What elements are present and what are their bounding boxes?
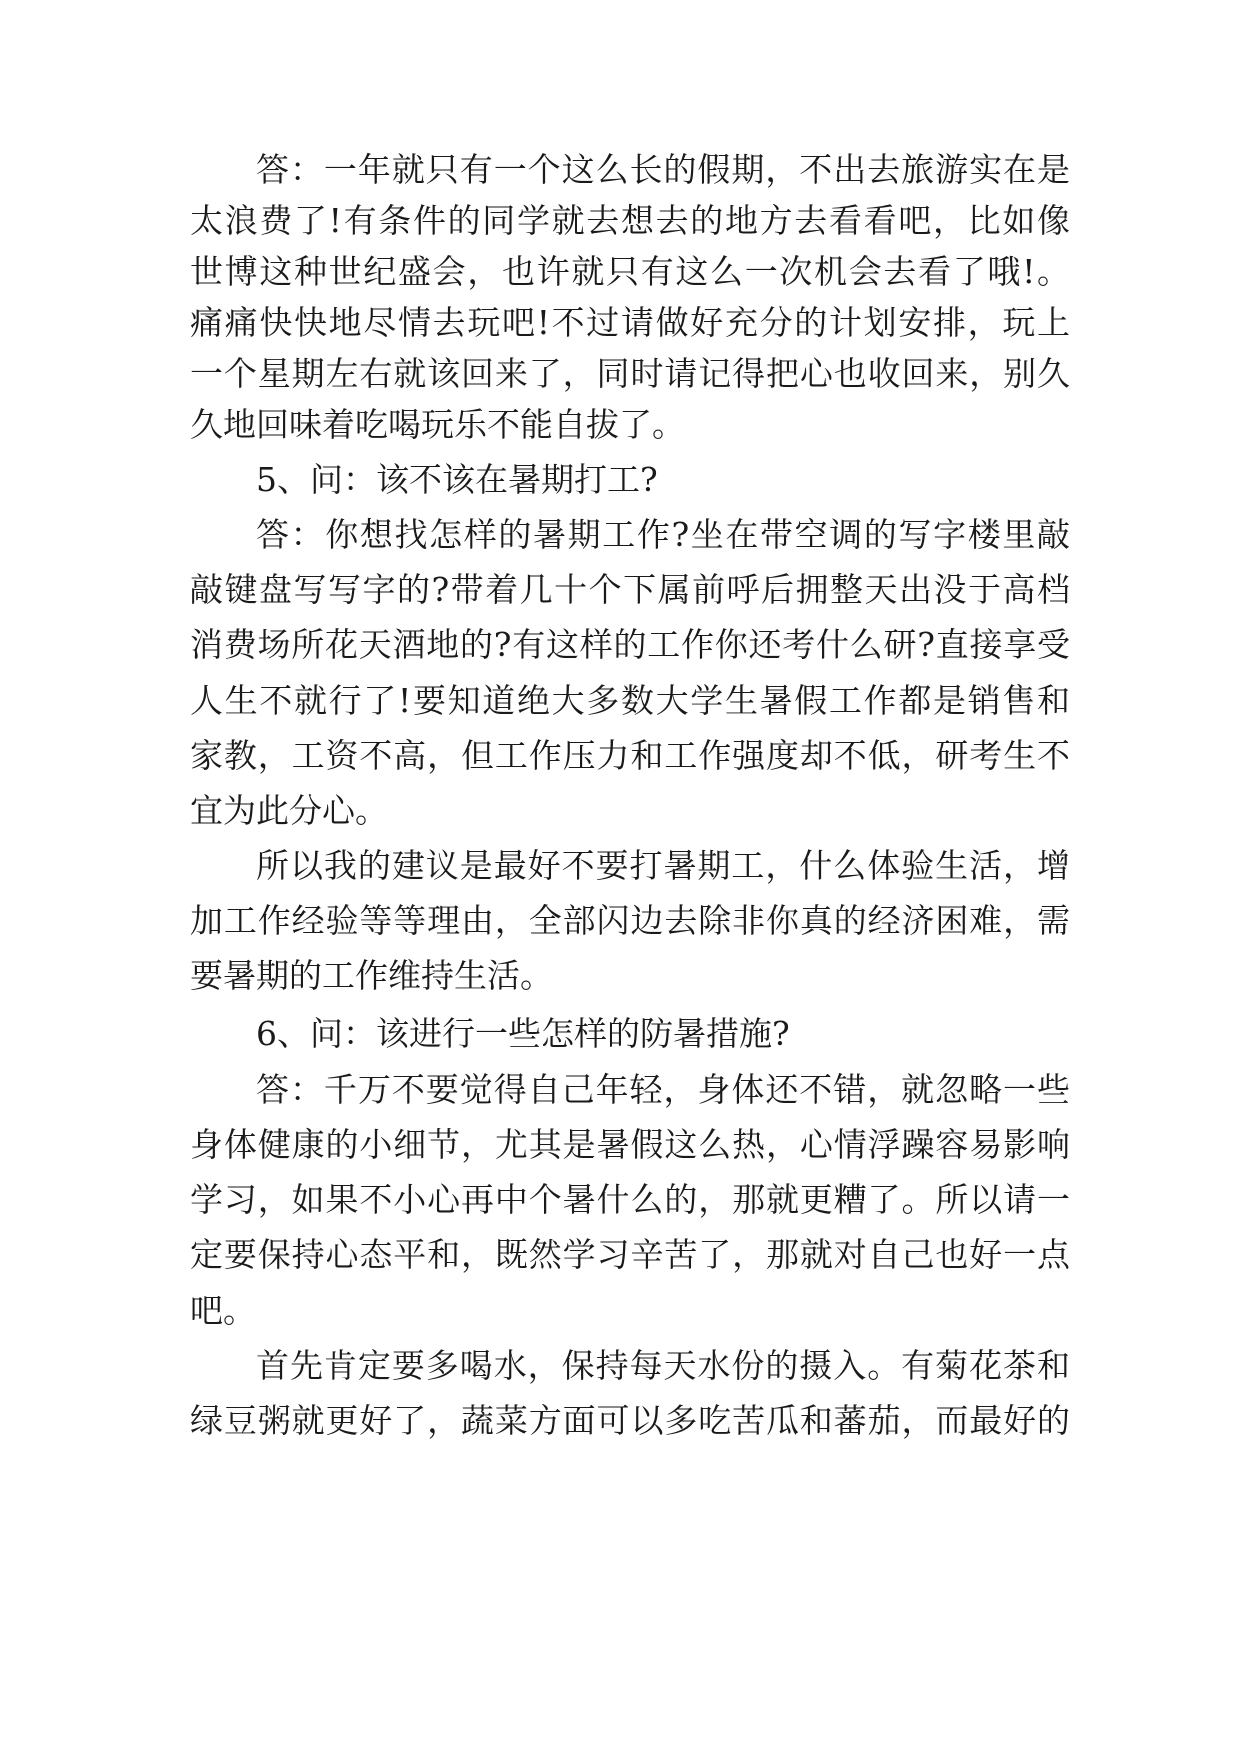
paragraph-line: 人生不就行了!要知道绝大多数大学生暑假工作都是销售和: [190, 681, 1070, 720]
paragraph-line: 消费场所花天酒地的?有这样的工作你还考什么研?直接享受: [190, 625, 1070, 664]
paragraph-line: 痛痛快快地尽情去玩吧!不过请做好充分的计划安排，玩上: [190, 303, 1070, 342]
paragraph-line: 宜为此分心。: [190, 791, 388, 830]
paragraph-line: 久地回味着吃喝玩乐不能自拔了。: [190, 405, 685, 444]
paragraph-line: 定要保持心态平和，既然学习辛苦了，那就对自己也好一点: [190, 1235, 1070, 1274]
paragraph-line: 身体健康的小细节，尤其是暑假这么热，心情浮躁容易影响: [190, 1125, 1070, 1164]
section-heading: 5、问：该不该在暑期打工?: [256, 460, 658, 499]
paragraph-line: 敲键盘写写字的?带着几十个下属前呼后拥整天出没于高档: [190, 570, 1070, 609]
paragraph-line: 学习，如果不小心再中个暑什么的，那就更糟了。所以请一: [190, 1180, 1070, 1219]
paragraph-line: 首先肯定要多喝水，保持每天水份的摄入。有菊花茶和: [256, 1346, 1070, 1385]
paragraph-line: 世博这种世纪盛会，也许就只有这么一次机会去看了哦!。: [190, 252, 1070, 291]
paragraph-line: 一个星期左右就该回来了，同时请记得把心也收回来，别久: [190, 354, 1070, 393]
paragraph-line: 太浪费了!有条件的同学就去想去的地方去看看吧，比如像: [190, 201, 1070, 240]
paragraph-line: 要暑期的工作维持生活。: [190, 956, 553, 995]
paragraph-line: 绿豆粥就更好了，蔬菜方面可以多吃苦瓜和蕃茄，而最好的: [190, 1401, 1070, 1440]
paragraph-line: 加工作经验等等理由，全部闪边去除非你真的经济困难，需: [190, 901, 1070, 940]
paragraph-line: 答：你想找怎样的暑期工作?坐在带空调的写字楼里敲: [256, 515, 1070, 554]
paragraph-line: 答：千万不要觉得自己年轻，身体还不错，就忽略一些: [256, 1070, 1070, 1109]
paragraph-line: 所以我的建议是最好不要打暑期工，什么体验生活，增: [256, 846, 1070, 885]
paragraph-line: 吧。: [190, 1291, 256, 1330]
paragraph-line: 答：一年就只有一个这么长的假期，不出去旅游实在是: [256, 150, 1070, 189]
paragraph-line: 家教，工资不高，但工作压力和工作强度却不低，研考生不: [190, 736, 1070, 775]
section-heading: 6、问：该进行一些怎样的防暑措施?: [256, 1014, 790, 1053]
